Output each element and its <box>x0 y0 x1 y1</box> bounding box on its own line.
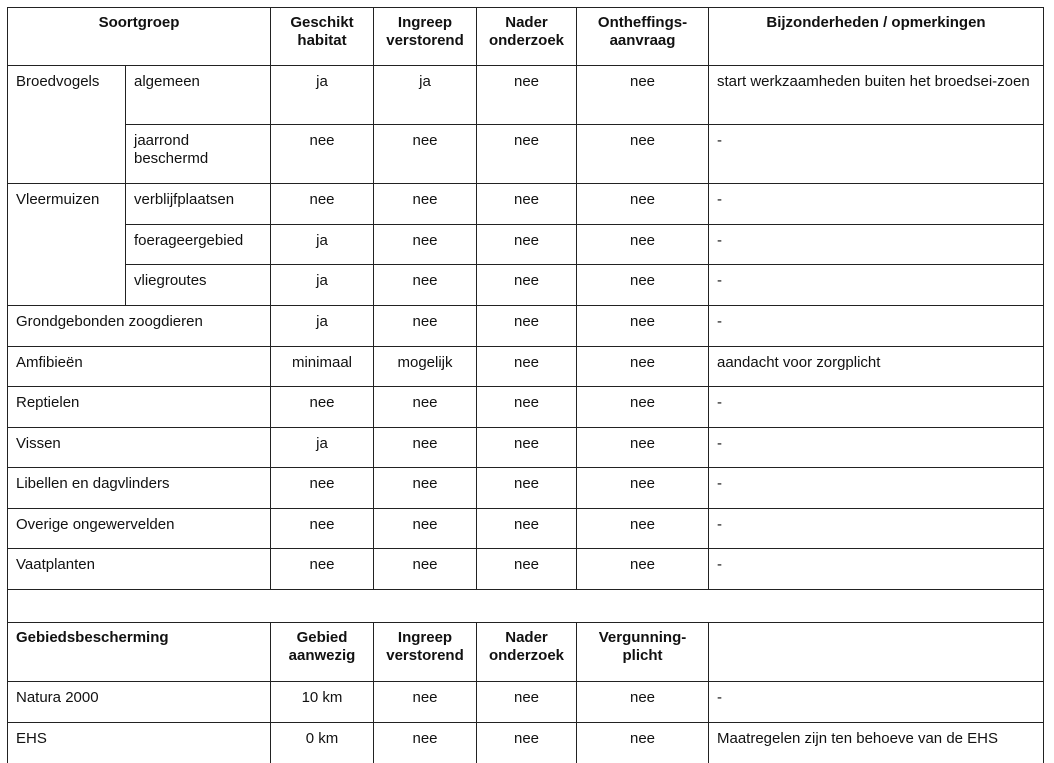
cell-value: nee <box>374 723 477 763</box>
cell-value: nee <box>577 428 709 468</box>
table-row <box>8 387 1044 428</box>
cell-value: nee <box>477 549 577 590</box>
cell-note: - <box>709 306 1044 347</box>
cell-value: nee <box>374 387 477 428</box>
row-label: Vaatplanten <box>8 549 271 590</box>
cell-value: nee <box>577 723 709 763</box>
sub-label: foerageergebied <box>126 225 271 265</box>
cell-value: nee <box>577 184 709 225</box>
cell-note: - <box>709 265 1044 306</box>
cell-value: nee <box>577 682 709 723</box>
cell-note: - <box>709 682 1044 723</box>
cell-value: nee <box>271 184 374 225</box>
cell-value: nee <box>477 509 577 549</box>
cell-value: minimaal <box>271 347 374 387</box>
cell-value: nee <box>374 184 477 225</box>
row-label: Libellen en dagvlinders <box>8 468 271 509</box>
cell-value: nee <box>477 66 577 125</box>
sub-label: vliegroutes <box>126 265 271 306</box>
cell-value: nee <box>374 125 477 184</box>
cell-value: nee <box>477 265 577 306</box>
spacer-cell <box>8 590 1044 623</box>
cell-value: nee <box>577 468 709 509</box>
table-row <box>8 549 1044 590</box>
header-soortgroep: Soortgroep <box>8 8 271 66</box>
cell-value: nee <box>374 682 477 723</box>
cell-value: nee <box>271 509 374 549</box>
row-label: Vissen <box>8 428 271 468</box>
cell-value: nee <box>477 347 577 387</box>
header-nader-onderzoek: Nader onderzoek <box>477 623 577 682</box>
cell-note: - <box>709 468 1044 509</box>
cell-value: nee <box>271 549 374 590</box>
cell-note: start werkzaamheden buiten het broedsei-zoen <box>709 66 1044 125</box>
header-gebiedsbescherming: Gebiedsbescherming <box>8 623 271 682</box>
sub-label: verblijfplaatsen <box>126 184 271 225</box>
cell-note: - <box>709 509 1044 549</box>
cell-value: nee <box>271 468 374 509</box>
cell-note: - <box>709 184 1044 225</box>
sub-label: algemeen <box>126 66 271 125</box>
row-label: Amfibieën <box>8 347 271 387</box>
table-row <box>8 509 1044 549</box>
header-ingreep-verstorend: Ingreep verstorend <box>374 623 477 682</box>
row-label: Overige ongewervelden <box>8 509 271 549</box>
cell-value: 10 km <box>271 682 374 723</box>
table-row <box>8 66 1044 125</box>
table-row <box>8 306 1044 347</box>
cell-value: nee <box>271 125 374 184</box>
cell-note: - <box>709 549 1044 590</box>
table-row <box>8 125 1044 184</box>
cell-value: nee <box>374 265 477 306</box>
cell-value: nee <box>374 306 477 347</box>
group-label-vleermuizen: Vleermuizen <box>8 184 126 306</box>
table-row <box>8 428 1044 468</box>
cell-value: ja <box>374 66 477 125</box>
cell-value: nee <box>577 509 709 549</box>
row-label: Reptielen <box>8 387 271 428</box>
row-label: Natura 2000 <box>8 682 271 723</box>
cell-value: nee <box>477 125 577 184</box>
cell-note: - <box>709 387 1044 428</box>
cell-value: ja <box>271 265 374 306</box>
cell-value: nee <box>577 387 709 428</box>
sub-label: jaarrond beschermd <box>126 125 271 184</box>
cell-value: nee <box>477 682 577 723</box>
cell-value: nee <box>477 387 577 428</box>
cell-value: nee <box>577 549 709 590</box>
cell-value: nee <box>477 723 577 763</box>
cell-note: Maatregelen zijn ten behoeve van de EHS <box>709 723 1044 763</box>
cell-value: nee <box>477 428 577 468</box>
cell-value: nee <box>374 428 477 468</box>
header-geschikt-habitat: Geschikt habitat <box>271 8 374 66</box>
cell-value: ja <box>271 306 374 347</box>
table-row <box>8 682 1044 723</box>
cell-value: nee <box>577 306 709 347</box>
cell-value: mogelijk <box>374 347 477 387</box>
header-ontheffingsaanvraag: Ontheffings-aanvraag <box>577 8 709 66</box>
cell-value: ja <box>271 66 374 125</box>
spacer-row <box>8 590 1044 623</box>
cell-value: ja <box>271 225 374 265</box>
table-row <box>8 265 1044 306</box>
header-vergunningplicht: Vergunning-plicht <box>577 623 709 682</box>
cell-value: nee <box>374 225 477 265</box>
gebied-header-row <box>8 623 1044 682</box>
cell-value: nee <box>577 265 709 306</box>
cell-value: nee <box>374 509 477 549</box>
table-row <box>8 723 1044 763</box>
cell-note: aandacht voor zorgplicht <box>709 347 1044 387</box>
cell-note: - <box>709 125 1044 184</box>
cell-value: ja <box>271 428 374 468</box>
header-empty <box>709 623 1044 682</box>
header-ingreep-verstorend: Ingreep verstorend <box>374 8 477 66</box>
cell-value: nee <box>477 306 577 347</box>
row-label: Grondgebonden zoogdieren <box>8 306 271 347</box>
cell-value: nee <box>577 66 709 125</box>
cell-value: nee <box>477 184 577 225</box>
table-row <box>8 184 1044 225</box>
header-bijzonderheden: Bijzonderheden / opmerkingen <box>709 8 1044 66</box>
cell-value: nee <box>577 347 709 387</box>
cell-value: nee <box>577 225 709 265</box>
table-row <box>8 347 1044 387</box>
cell-note: - <box>709 225 1044 265</box>
header-nader-onderzoek: Nader onderzoek <box>477 8 577 66</box>
header-gebied-aanwezig: Gebied aanwezig <box>271 623 374 682</box>
soortgroep-header-row <box>8 8 1044 66</box>
cell-value: nee <box>577 125 709 184</box>
cell-value: nee <box>477 468 577 509</box>
cell-note: - <box>709 428 1044 468</box>
cell-value: nee <box>477 225 577 265</box>
table-row <box>8 468 1044 509</box>
row-label: EHS <box>8 723 271 763</box>
cell-value: nee <box>271 387 374 428</box>
table-row <box>8 225 1044 265</box>
cell-value: nee <box>374 549 477 590</box>
group-label-broedvogels: Broedvogels <box>8 66 126 184</box>
cell-value: nee <box>374 468 477 509</box>
cell-value: 0 km <box>271 723 374 763</box>
